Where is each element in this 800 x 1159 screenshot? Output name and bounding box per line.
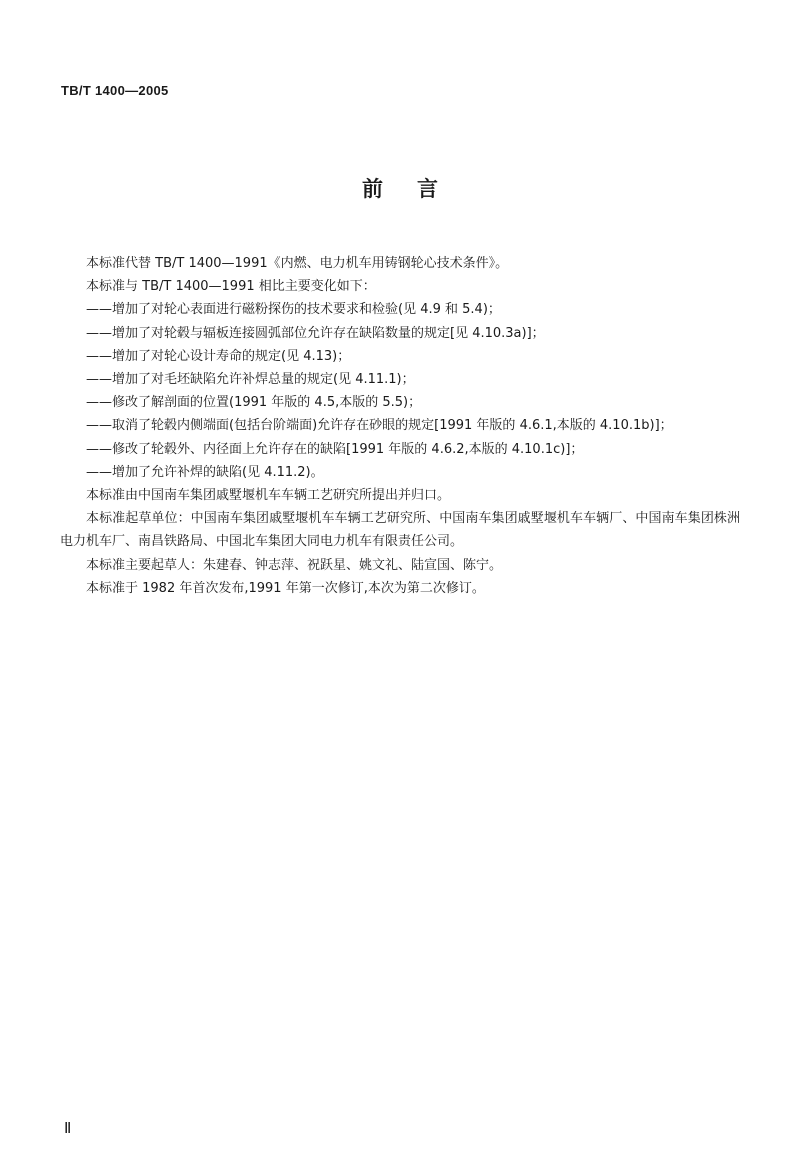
paragraph-proposer: 本标准由中国南车集团戚墅堰机车车辆工艺研究所提出并归口。 (86, 488, 451, 504)
change-item: ——增加了对轮毂与辐板连接圆弧部位允许存在缺陷数量的规定[见 4.10.3a)]； (86, 325, 545, 341)
paragraph-history: 本标准于 1982 年首次发布,1991 年第一次修订,本次为第二次修订。 (86, 580, 485, 596)
change-item: ——增加了允许补焊的缺陷(见 4.11.2)。 (86, 464, 324, 480)
document-code-header: TB/T 1400—2005 (61, 83, 169, 98)
paragraph-replacement: 本标准代替 TB/T 1400—1991《内燃、电力机车用铸钢轮心技术条件》。 (86, 256, 509, 271)
change-item: ——增加了对轮心表面进行磁粉探伤的技术要求和检验(见 4.9 和 5.4)； (86, 302, 501, 318)
change-item: ——修改了解剖面的位置(1991 年版的 4.5,本版的 5.5)； (86, 395, 422, 411)
page-title: 前言 (362, 177, 472, 201)
change-item: ——增加了对轮心设计寿命的规定(见 4.13)； (86, 348, 351, 364)
change-item: ——修改了轮毂外、内径面上允许存在的缺陷[1991 年版的 4.6.2,本版的 4.10.1c)]； (86, 441, 584, 457)
page-number: Ⅱ (64, 1121, 72, 1137)
foreword-body (60, 252, 740, 600)
paragraph-drafting-units: 本标准起草单位：中国南车集团戚墅堰机车车辆工艺研究所、中国南车集团戚墅堰机车车辆厂、中国南车集团株洲电力机车厂、南昌铁路局、中国北车集团大同电力机车有限责任公司。 (60, 511, 740, 550)
paragraph-changes-intro: 本标准与 TB/T 1400—1991 相比主要变化如下： (86, 279, 376, 295)
change-item: ——取消了轮毂内侧端面(包括台阶端面)允许存在砂眼的规定[1991 年版的 4.6.1,本版的 4.10.1b)]； (86, 418, 673, 434)
paragraph-drafters: 本标准主要起草人：朱建春、钟志萍、祝跃星、姚文礼、陆宣国、陈宁。 (86, 557, 503, 573)
change-item: ——增加了对毛坯缺陷允许补焊总量的规定(见 4.11.1)； (86, 372, 415, 388)
